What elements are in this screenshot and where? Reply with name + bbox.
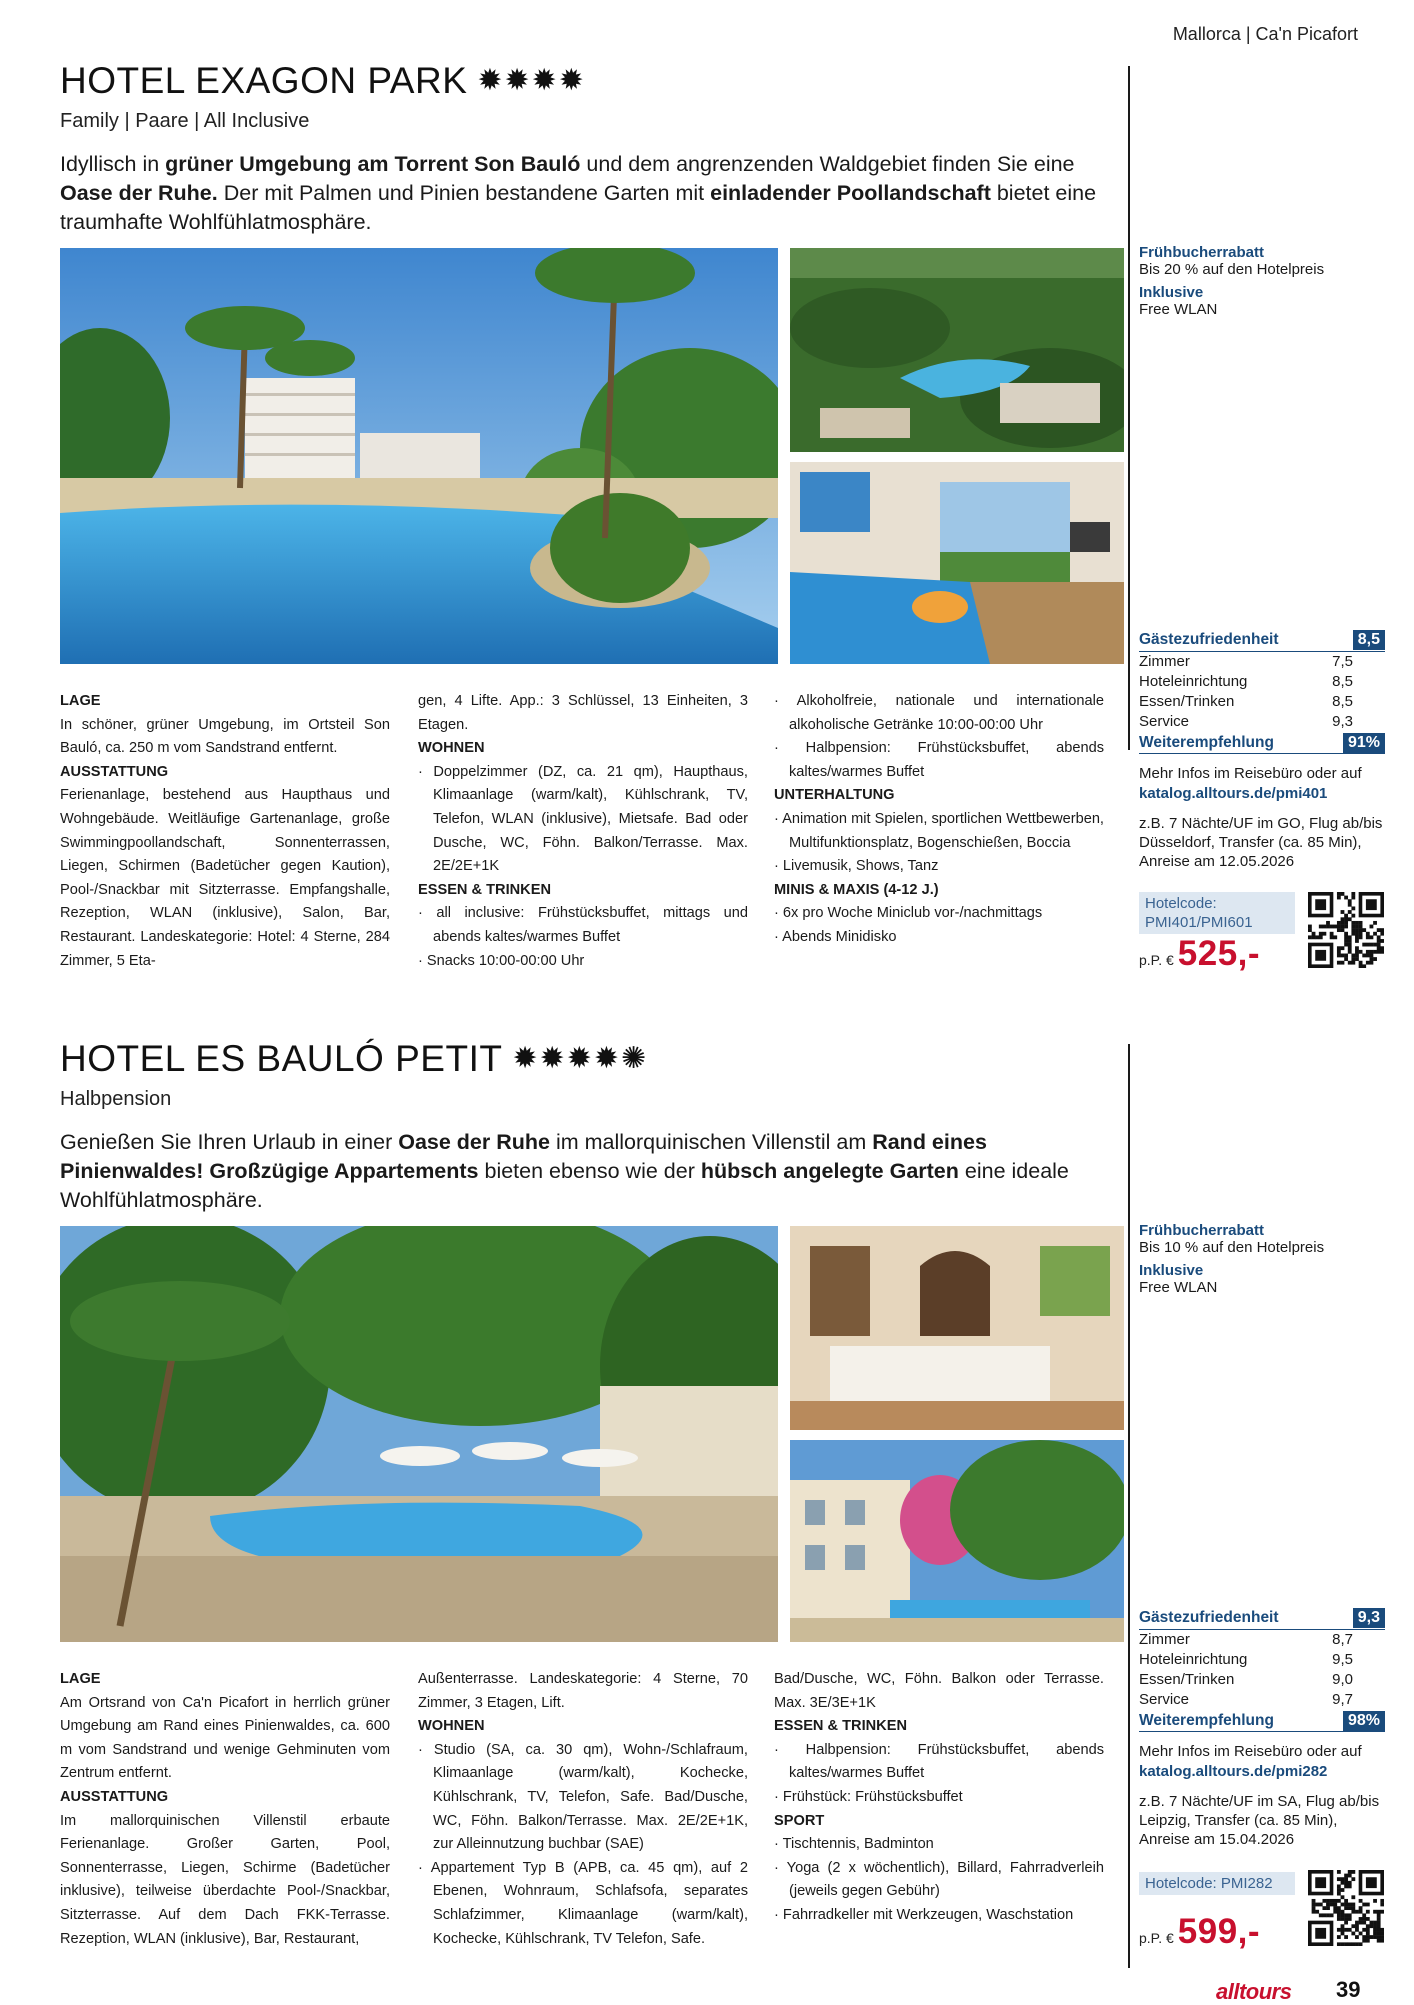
- price-example-text: z.B. 7 Nächte/UF im GO, Flug ab/bis Düsseldorf, Transfer (ca. 85 Min), Anreise am 12.05.2026: [1139, 815, 1383, 870]
- section-heading: WOHNEN: [418, 1718, 485, 1735]
- info-text: Ferienanlage, bestehend aus Haupthaus und Wohngebäude. Weitläufige Gartenanlage, große Swimmingpoollandschaft, Sonnenterrassen, Liegen, Schirmen (Badetücher gegen Kaution), Pool-/Snackbar mit Sitzterrasse. Empfangshalle, Rezeption, WLAN (inklusive), Salon, Bar, Restaurant. Landeskategorie: Hotel: 4 Sterne, 284 Zimmer, 5 Eta-: [60, 787, 390, 969]
- guest-rating-box-2: [1139, 1608, 1385, 1849]
- hotel-subtitle: Family | Paare | All Inclusive: [60, 110, 310, 132]
- rating-value: 9,5: [1332, 1651, 1353, 1668]
- rating-row: [1139, 1690, 1385, 1710]
- star-rating-icon: ✹✹✹✹: [477, 64, 586, 97]
- hotel-code-badge: Hotelcode: PMI401/PMI601: [1139, 892, 1295, 934]
- rating-row: [1139, 1630, 1385, 1650]
- info-text: · 6x pro Woche Miniclub vor-/nachmittags: [774, 905, 1043, 922]
- inclusive-label: Inklusive: [1139, 1262, 1204, 1279]
- price-value: 525,-: [1177, 934, 1261, 973]
- rating-name: Hoteleinrichtung: [1139, 1651, 1248, 1668]
- early-booking-text: Bis 20 % auf den Hotelpreis: [1139, 261, 1325, 278]
- info-text: In schöner, grüner Umgebung, im Ortsteil Son Bauló, ca. 250 m vom Sandstrand entfernt.: [60, 716, 390, 757]
- info-text: · all inclusive: Frühstücksbuffet, mittags und abends kaltes/warmes Buffet: [418, 905, 748, 945]
- intro-segment: Idyllisch in: [60, 152, 166, 176]
- recommendation-row: Weiterempfehlung 98%: [1139, 1711, 1385, 1732]
- alltours-logo: alltours: [1216, 1979, 1292, 2004]
- rating-row: [1139, 1670, 1385, 1690]
- intro-segment: einladender Poollandschaft: [710, 181, 991, 205]
- satisfaction-header: Gästezufriedenheit 8,5: [1139, 630, 1385, 652]
- info-text: gen, 4 Lifte. App.: 3 Schlüssel, 13 Einheiten, 3 Etagen.: [418, 693, 748, 733]
- hotel-title: HOTEL ES BAULÓ PETIT ✹✹✹✹✺: [60, 1038, 649, 1079]
- hotel-subtitle: Halbpension: [60, 1088, 172, 1110]
- satisfaction-score-badge: 8,5: [1353, 630, 1385, 650]
- info-column-3: [774, 1668, 1104, 1928]
- info-text: Im mallorquinischen Villenstil erbaute Ferienanlage. Großer Garten, Pool, Sonnenterrasse, Liegen, Schirme (Badetücher inklusive), teilweise überdachte Pool-/Snackbar, Sitzterrasse. Auf dem Dach FKK-Terrasse. Rezeption, WLAN (inklusive), Bar, Restaurant,: [60, 1812, 390, 1947]
- info-text: · Livemusik, Shows, Tanz: [774, 858, 939, 875]
- info-text: · Halbpension: Frühstücksbuffet, abends kaltes/warmes Buffet: [774, 740, 1104, 780]
- price-row-2: [1139, 1912, 1260, 1952]
- hotel-photo-garden-pool: [60, 1226, 778, 1642]
- price-prefix: p.P. €: [1139, 952, 1174, 968]
- info-text: · Yoga (2 x wöchentlich), Billard, Fahrradverleih (jeweils gegen Gebühr): [774, 1859, 1104, 1900]
- recommendation-badge: 91%: [1343, 733, 1385, 753]
- more-info-text: Mehr Infos im Reisebüro oder auf: [1139, 1743, 1362, 1760]
- info-text: Bad/Dusche, WC, Föhn. Balkon oder Terrasse. Max. 3E/3E+1K: [774, 1671, 1104, 1711]
- intro-segment: bietet eine traumhafte Wohlfühlatmosphäre.: [60, 181, 1097, 234]
- early-booking-text: Bis 10 % auf den Hotelpreis: [1139, 1239, 1325, 1256]
- rating-row: [1139, 712, 1385, 732]
- hotel-intro: [60, 1128, 1100, 1215]
- recommendation-badge: 98%: [1343, 1711, 1385, 1731]
- rating-name: Hoteleinrichtung: [1139, 673, 1248, 690]
- section-heading: MINIS & MAXIS (4-12 J.): [774, 881, 939, 898]
- rating-value: 9,7: [1332, 1691, 1353, 1708]
- sidebar-offer-1: [1139, 244, 1385, 318]
- rating-row: [1139, 672, 1385, 692]
- intro-segment: Rand eines Pinienwaldes! Großzügige Appartements: [60, 1130, 987, 1183]
- catalog-link[interactable]: katalog.alltours.de/pmi282: [1139, 1763, 1328, 1780]
- rating-name: Essen/Trinken: [1139, 693, 1235, 710]
- page-number: 39: [1336, 1977, 1361, 2002]
- info-column-2: [418, 1668, 748, 1951]
- info-text: · Doppelzimmer (DZ, ca. 21 qm), Haupthaus, Klimaanlage (warm/kalt), Kühlschrank, TV, Telefon, WLAN (inklusive), Mietsafe. Bad oder Dusche, WC, Föhn. Balkon/Terrasse. Max. 2E/2E+1K: [418, 763, 748, 875]
- info-text: · Animation mit Spielen, sportlichen Wettbewerben, Multifunktionsplatz, Bogenschießen, Boccia: [774, 810, 1104, 851]
- info-text: Am Ortsrand von Ca'n Picafort in herrlich grüner Umgebung am Rand eines Pinienwaldes, ca. 600 m vom Sandstrand und wenige Gehminuten vom Zentrum entfernt.: [60, 1694, 390, 1782]
- info-text: · Appartement Typ B (APB, ca. 45 qm), auf 2 Ebenen, Wohnraum, Schlafsofa, separates Schlafzimmer, Klimaanlage (warm/kalt), Kochecke, Kühlschrank, TV Telefon, Safe.: [418, 1859, 748, 1947]
- rating-row: [1139, 652, 1385, 672]
- info-column-1: [60, 1668, 390, 1951]
- info-text: · Abends Minidisko: [774, 928, 897, 945]
- section-heading: UNTERHALTUNG: [774, 787, 895, 804]
- rating-name: Essen/Trinken: [1139, 1671, 1235, 1688]
- section-heading: WOHNEN: [418, 740, 485, 757]
- column-divider-line-1: [1128, 66, 1130, 750]
- intro-segment: Oase der Ruhe.: [60, 181, 218, 205]
- section-heading: SPORT: [774, 1812, 825, 1829]
- rating-list: [1139, 652, 1385, 732]
- section-heading: AUSSTATTUNG: [60, 763, 169, 780]
- qr-code-icon[interactable]: [1308, 1870, 1384, 1946]
- info-text: · Studio (SA, ca. 30 qm), Wohn-/Schlafraum, Klimaanlage (warm/kalt), Kochecke, Kühlschrank, TV, Telefon, Safe. Bad/Dusche, WC, Föhn. Balkon/Terrasse. Max. 2E/2E+1K, zur Alleinnutzung buchbar (SAE): [418, 1741, 748, 1853]
- hotel-photo-room: [790, 462, 1124, 664]
- info-text: · Fahrradkeller mit Werkzeugen, Waschstation: [774, 1906, 1074, 1923]
- price-value: 599,-: [1177, 1912, 1261, 1951]
- intro-segment: Genießen Sie Ihren Urlaub in einer: [60, 1130, 399, 1154]
- intro-segment: bieten ebenso wie der: [478, 1159, 701, 1183]
- info-column-1: [60, 690, 390, 973]
- rating-row: [1139, 692, 1385, 712]
- rating-value: 9,3: [1332, 713, 1353, 730]
- page-location-header: Mallorca | Ca'n Picafort: [1172, 24, 1358, 44]
- rating-value: 8,7: [1332, 1631, 1353, 1648]
- info-text: · Frühstück: Frühstücksbuffet: [774, 1788, 963, 1805]
- qr-code-icon[interactable]: [1308, 892, 1384, 968]
- rating-name: Zimmer: [1139, 653, 1190, 670]
- hotel-photo-bedroom: [790, 1226, 1124, 1430]
- hotel-intro: [60, 150, 1100, 237]
- recommendation-row: Weiterempfehlung 91%: [1139, 733, 1385, 754]
- section-heading: ESSEN & TRINKEN: [418, 881, 551, 898]
- info-text: · Alkoholfreie, nationale und internationale alkoholische Getränke 10:00-00:00 Uhr: [774, 693, 1104, 733]
- more-info-text: Mehr Infos im Reisebüro oder auf: [1139, 765, 1362, 782]
- info-text: Außenterrasse. Landeskategorie: 4 Sterne, 70 Zimmer, 3 Etagen, Lift.: [418, 1671, 748, 1711]
- rating-name: Service: [1139, 1691, 1190, 1708]
- inclusive-text: Free WLAN: [1139, 301, 1218, 318]
- info-column-3: [774, 690, 1104, 950]
- info-column-2: [418, 690, 748, 973]
- section-heading: AUSSTATTUNG: [60, 1788, 169, 1805]
- inclusive-text: Free WLAN: [1139, 1279, 1218, 1296]
- rating-value: 7,5: [1332, 653, 1353, 670]
- rating-name: Zimmer: [1139, 1631, 1190, 1648]
- intro-segment: Oase der Ruhe: [398, 1130, 550, 1154]
- catalog-link[interactable]: katalog.alltours.de/pmi401: [1139, 785, 1328, 802]
- intro-segment: grüner Umgebung am Torrent Son Bauló: [165, 152, 581, 176]
- rating-value: 9,0: [1332, 1671, 1353, 1688]
- guest-rating-box-1: [1139, 630, 1385, 871]
- hotel-photo-courtyard: [790, 1440, 1124, 1642]
- rating-name: Service: [1139, 713, 1190, 730]
- info-text: · Tischtennis, Badminton: [774, 1836, 934, 1853]
- inclusive-label: Inklusive: [1139, 284, 1204, 301]
- satisfaction-header: Gästezufriedenheit 9,3: [1139, 1608, 1385, 1630]
- info-text: · Snacks 10:00-00:00 Uhr: [418, 952, 585, 969]
- column-divider-line-2: [1128, 1044, 1130, 1968]
- early-booking-label: Frühbucherrabatt: [1139, 244, 1265, 261]
- rating-row: [1139, 1650, 1385, 1670]
- price-example-text: z.B. 7 Nächte/UF im SA, Flug ab/bis Leipzig, Transfer (ca. 85 Min), Anreise am 15.04.2026: [1139, 1793, 1380, 1848]
- hotel-code-badge: Hotelcode: PMI282: [1139, 1872, 1295, 1895]
- early-booking-label: Frühbucherrabatt: [1139, 1222, 1265, 1239]
- intro-segment: eine ideale Wohlfühlatmosphäre.: [60, 1159, 1069, 1212]
- satisfaction-score-badge: 9,3: [1353, 1608, 1385, 1628]
- rating-list: [1139, 1630, 1385, 1710]
- intro-segment: Der mit Palmen und Pinien bestandene Garten mit: [217, 181, 711, 205]
- intro-segment: und dem angrenzenden Waldgebiet finden Sie eine: [580, 152, 1075, 176]
- info-text: · Halbpension: Frühstücksbuffet, abends kaltes/warmes Buffet: [774, 1741, 1104, 1782]
- section-heading: LAGE: [60, 693, 101, 709]
- intro-segment: hübsch angelegte Garten: [700, 1159, 959, 1183]
- rating-value: 8,5: [1332, 673, 1353, 690]
- intro-segment: im mallorquinischen Villenstil am: [549, 1130, 873, 1154]
- section-heading: LAGE: [60, 1671, 101, 1687]
- hotel-title: HOTEL EXAGON PARK ✹✹✹✹: [60, 60, 586, 101]
- price-prefix: p.P. €: [1139, 1930, 1174, 1946]
- section-heading: ESSEN & TRINKEN: [774, 1718, 907, 1735]
- price-row-1: [1139, 934, 1260, 974]
- hotel-photo-aerial: [790, 248, 1124, 452]
- rating-value: 8,5: [1332, 693, 1353, 710]
- sidebar-offer-2: [1139, 1222, 1385, 1296]
- star-rating-icon: ✹✹✹✹✺: [512, 1042, 649, 1075]
- hotel-photo-pool: [60, 248, 778, 664]
